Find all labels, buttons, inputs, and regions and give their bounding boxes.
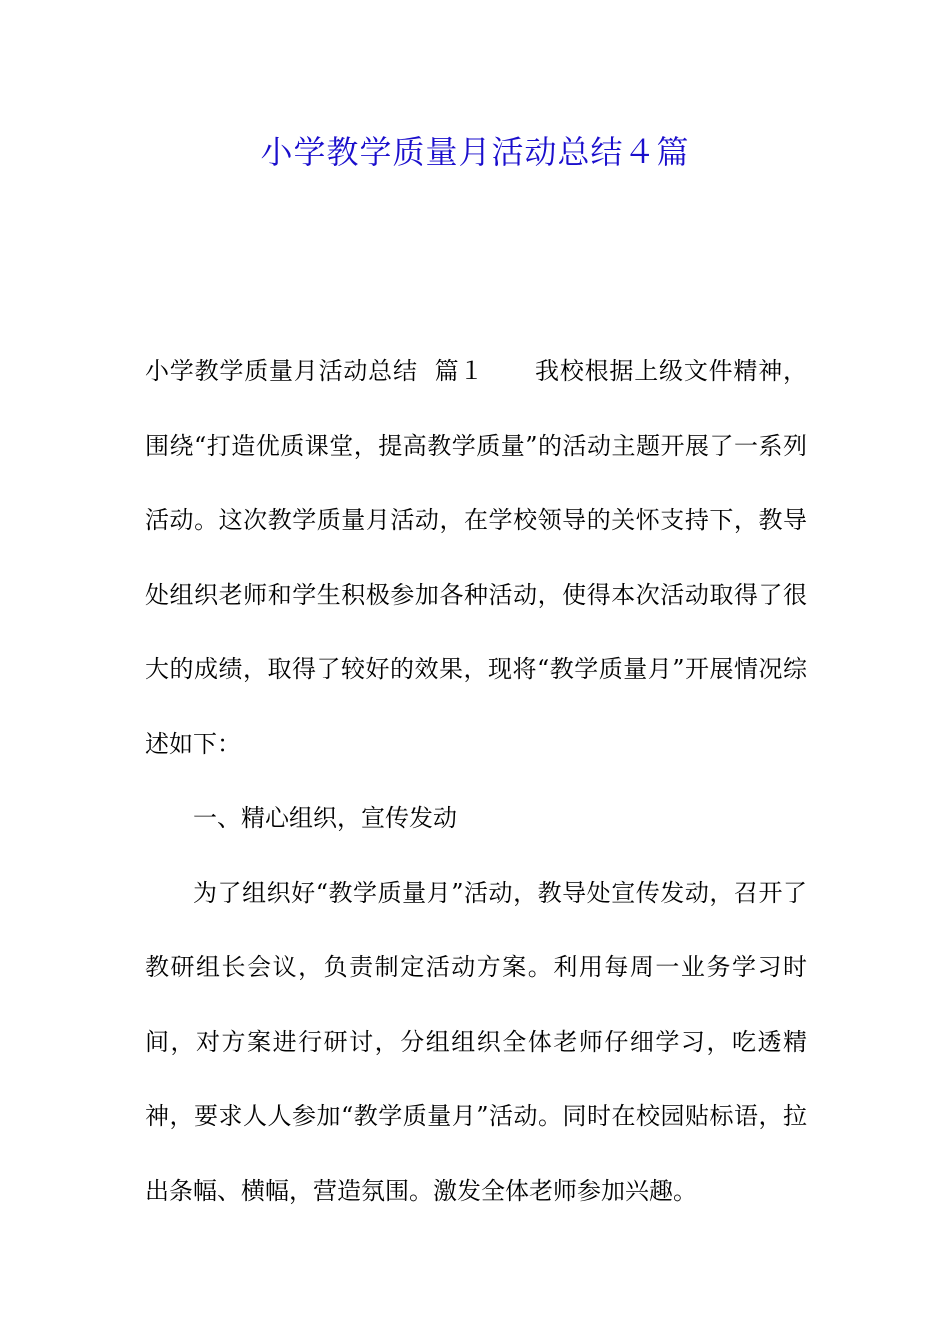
body-paragraph: 为了组织好“教学质量月”活动，教导处宣传发动，召开了教研组长会议，负责制定活动方案。利用每周一业务学习时间，对方案进行研讨，分组组织全体老师仔细学习，吃透精神，要求人人参加“教学质量月”活动。同时在校园贴标语，拉出条幅、横幅，营造氛围。激发全体老师参加兴趣。 — [145, 878, 807, 1205]
section-label: 小学教学质量月活动总结 篇１ — [145, 357, 485, 385]
document-title: 小学教学质量月活动总结４篇 — [260, 133, 690, 171]
section-heading: 一、精心组织，宣传发动 — [193, 804, 457, 832]
intro-text: 我校根据上级文件精神，围绕“打造优质课堂，提高教学质量”的活动主题开展了一系列活动。这次教学质量月活动，在学校领导的关怀支持下，教导处组织老师和学生积极参加各种活动，使得本次活动取得了很大的成绩，取得了较好的效果，现将“教学质量月”开展情况综述如下： — [145, 357, 808, 758]
intro-paragraph — [145, 334, 807, 781]
document-body — [145, 334, 807, 1228]
